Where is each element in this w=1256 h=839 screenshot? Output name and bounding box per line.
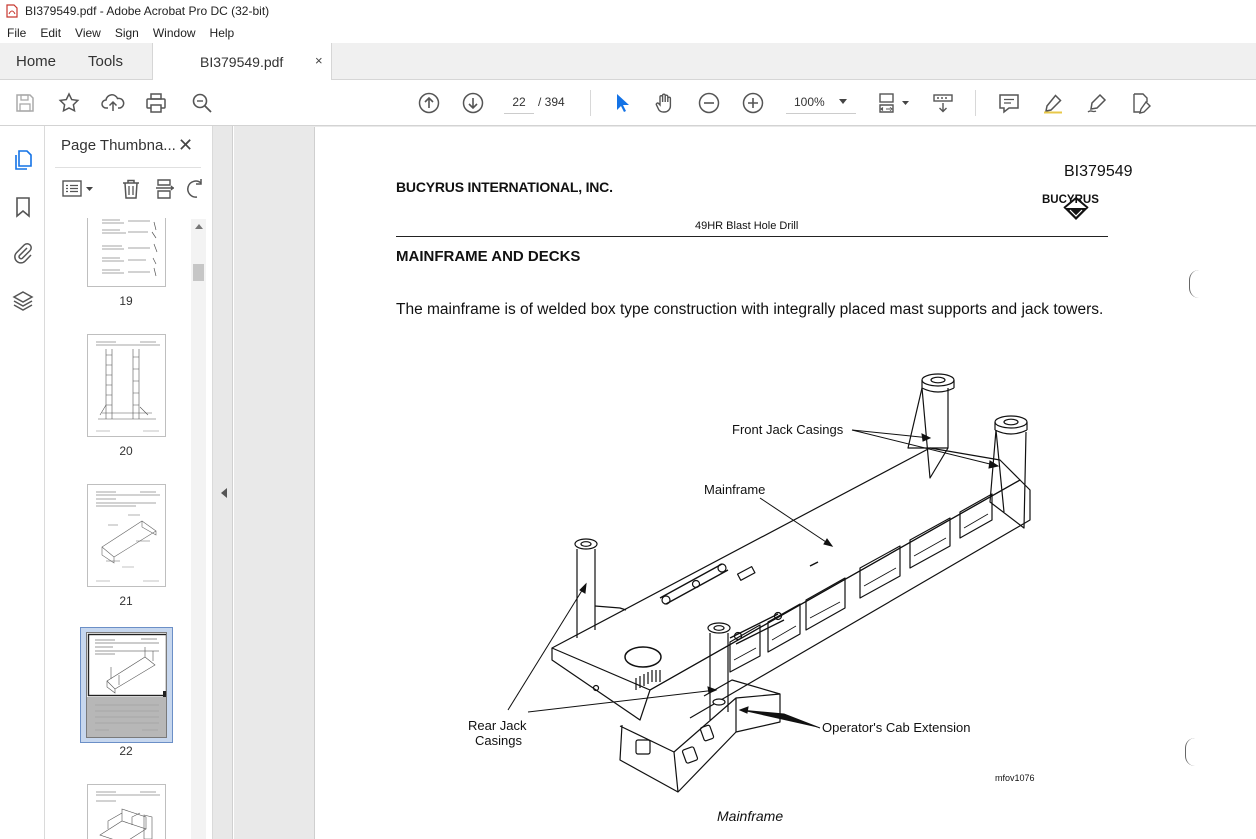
- tab-home[interactable]: Home: [16, 53, 57, 70]
- thumbnail-page-20[interactable]: [87, 334, 166, 437]
- figure-label-rear-jack-line2: Casings: [475, 733, 522, 748]
- figure-caption: Mainframe: [717, 808, 784, 824]
- zoom-out-icon[interactable]: [697, 91, 721, 115]
- toolbar: [0, 80, 1256, 126]
- page-number-input[interactable]: 22: [504, 90, 534, 114]
- thumbnail-label-22: 22: [119, 744, 133, 758]
- thumbnail-page-21[interactable]: [87, 484, 166, 587]
- replace-pages-icon[interactable]: [153, 177, 177, 201]
- margin-mark: [1189, 270, 1199, 298]
- page-thumbnails-icon[interactable]: [11, 148, 35, 172]
- thumbnail-page-23-preview: [88, 785, 166, 839]
- zoom-in-icon[interactable]: [741, 91, 765, 115]
- menu-help[interactable]: Help: [209, 25, 235, 40]
- page-fit-dropdown-icon[interactable]: [877, 91, 911, 115]
- comment-icon[interactable]: [997, 91, 1021, 115]
- thumbnail-label-20: 20: [119, 444, 133, 458]
- figure-code: mfov1076: [995, 773, 1035, 783]
- thumbnail-page-19-preview: [88, 218, 166, 287]
- tab-tools[interactable]: Tools: [88, 53, 124, 70]
- close-tab-icon[interactable]: ×: [315, 53, 323, 68]
- thumbnail-label-21: 21: [119, 594, 133, 608]
- menu-edit[interactable]: Edit: [40, 25, 62, 40]
- tab-bar: [0, 43, 1256, 80]
- document-company-header: BUCYRUS INTERNATIONAL, INC.: [396, 179, 613, 195]
- thumbnail-page-20-preview: [88, 335, 166, 437]
- collapse-panel-icon[interactable]: [221, 488, 227, 498]
- bookmarks-icon[interactable]: [11, 195, 35, 219]
- figure-label-mainframe: Mainframe: [704, 482, 766, 497]
- highlight-pen-icon[interactable]: [1041, 91, 1065, 115]
- rotate-page-icon[interactable]: [183, 177, 207, 201]
- thumbnail-page-21-preview: [88, 485, 166, 587]
- tab-document[interactable]: [152, 43, 332, 81]
- menu-view[interactable]: View: [75, 25, 101, 40]
- navigation-rail: [0, 126, 45, 839]
- menu-sign[interactable]: Sign: [114, 25, 139, 40]
- section-heading: MAINFRAME AND DECKS: [396, 248, 581, 265]
- bucyrus-logo: [1040, 184, 1112, 224]
- sign-pen-icon[interactable]: [1085, 91, 1109, 115]
- thumbnail-page-23[interactable]: [87, 784, 166, 839]
- zoom-dropdown-icon[interactable]: [839, 99, 847, 104]
- document-id: BI379549: [1064, 163, 1133, 180]
- tab-document-label: BI379549.pdf: [200, 54, 284, 70]
- previous-page-icon[interactable]: [417, 91, 441, 115]
- delete-pages-icon[interactable]: [119, 177, 143, 201]
- title-bar: [0, 0, 1256, 22]
- figure-label-rear-jack-line1: Rear Jack: [468, 718, 527, 733]
- close-panel-icon[interactable]: ✕: [178, 135, 194, 155]
- menu-file[interactable]: File: [7, 25, 27, 40]
- thumbnail-page-19[interactable]: [87, 218, 166, 287]
- select-cursor-icon[interactable]: [609, 91, 633, 115]
- window-title: BI379549.pdf - Adobe Acrobat Pro DC (32-bit): [25, 4, 270, 18]
- toolbar-divider: [590, 90, 591, 116]
- save-icon[interactable]: [13, 91, 37, 115]
- thumbnail-label-19: 19: [119, 294, 133, 308]
- thumbnail-options-icon[interactable]: [61, 177, 95, 201]
- menu-window[interactable]: Window: [152, 25, 196, 40]
- fill-sign-icon[interactable]: [1129, 91, 1153, 115]
- bookmark-star-icon[interactable]: [57, 91, 81, 115]
- scrollbar-thumb[interactable]: [193, 264, 204, 281]
- scroll-mode-icon[interactable]: [931, 91, 955, 115]
- panel-toolbar: [45, 174, 213, 204]
- thumbnail-page-22[interactable]: [86, 632, 167, 738]
- next-page-icon[interactable]: [461, 91, 485, 115]
- panel-collapse-bar[interactable]: [213, 126, 233, 839]
- attachments-icon[interactable]: [11, 241, 35, 265]
- thumbnail-page-22-preview: [87, 633, 167, 738]
- share-upload-icon[interactable]: [101, 91, 125, 115]
- panel-title: Page Thumbna...: [61, 137, 176, 154]
- figure-label-cab-extension: Operator's Cab Extension: [822, 720, 971, 735]
- zoom-level-select[interactable]: 100%: [786, 90, 856, 114]
- search-zoom-icon[interactable]: [190, 91, 214, 115]
- section-paragraph: The mainframe is of welded box type construction with integrally placed mast supports and jack towers.: [396, 301, 1104, 318]
- bucyrus-logo-text: BUCYRUS: [1042, 194, 1099, 206]
- header-rule: [396, 236, 1108, 237]
- menu-bar: [0, 22, 1256, 43]
- page-count: / 394: [538, 95, 565, 109]
- thumbnails-scrollbar[interactable]: [191, 219, 206, 839]
- figure-label-front-jack: Front Jack Casings: [732, 422, 844, 437]
- layers-icon[interactable]: [11, 289, 35, 313]
- hand-tool-icon[interactable]: [653, 91, 677, 115]
- document-model: 49HR Blast Hole Drill: [695, 220, 799, 232]
- scroll-up-icon[interactable]: [195, 224, 203, 229]
- panel-divider: [55, 167, 201, 168]
- toolbar-divider: [975, 90, 976, 116]
- print-icon[interactable]: [144, 91, 168, 115]
- acrobat-logo-icon: [5, 4, 19, 18]
- margin-mark: [1185, 738, 1195, 766]
